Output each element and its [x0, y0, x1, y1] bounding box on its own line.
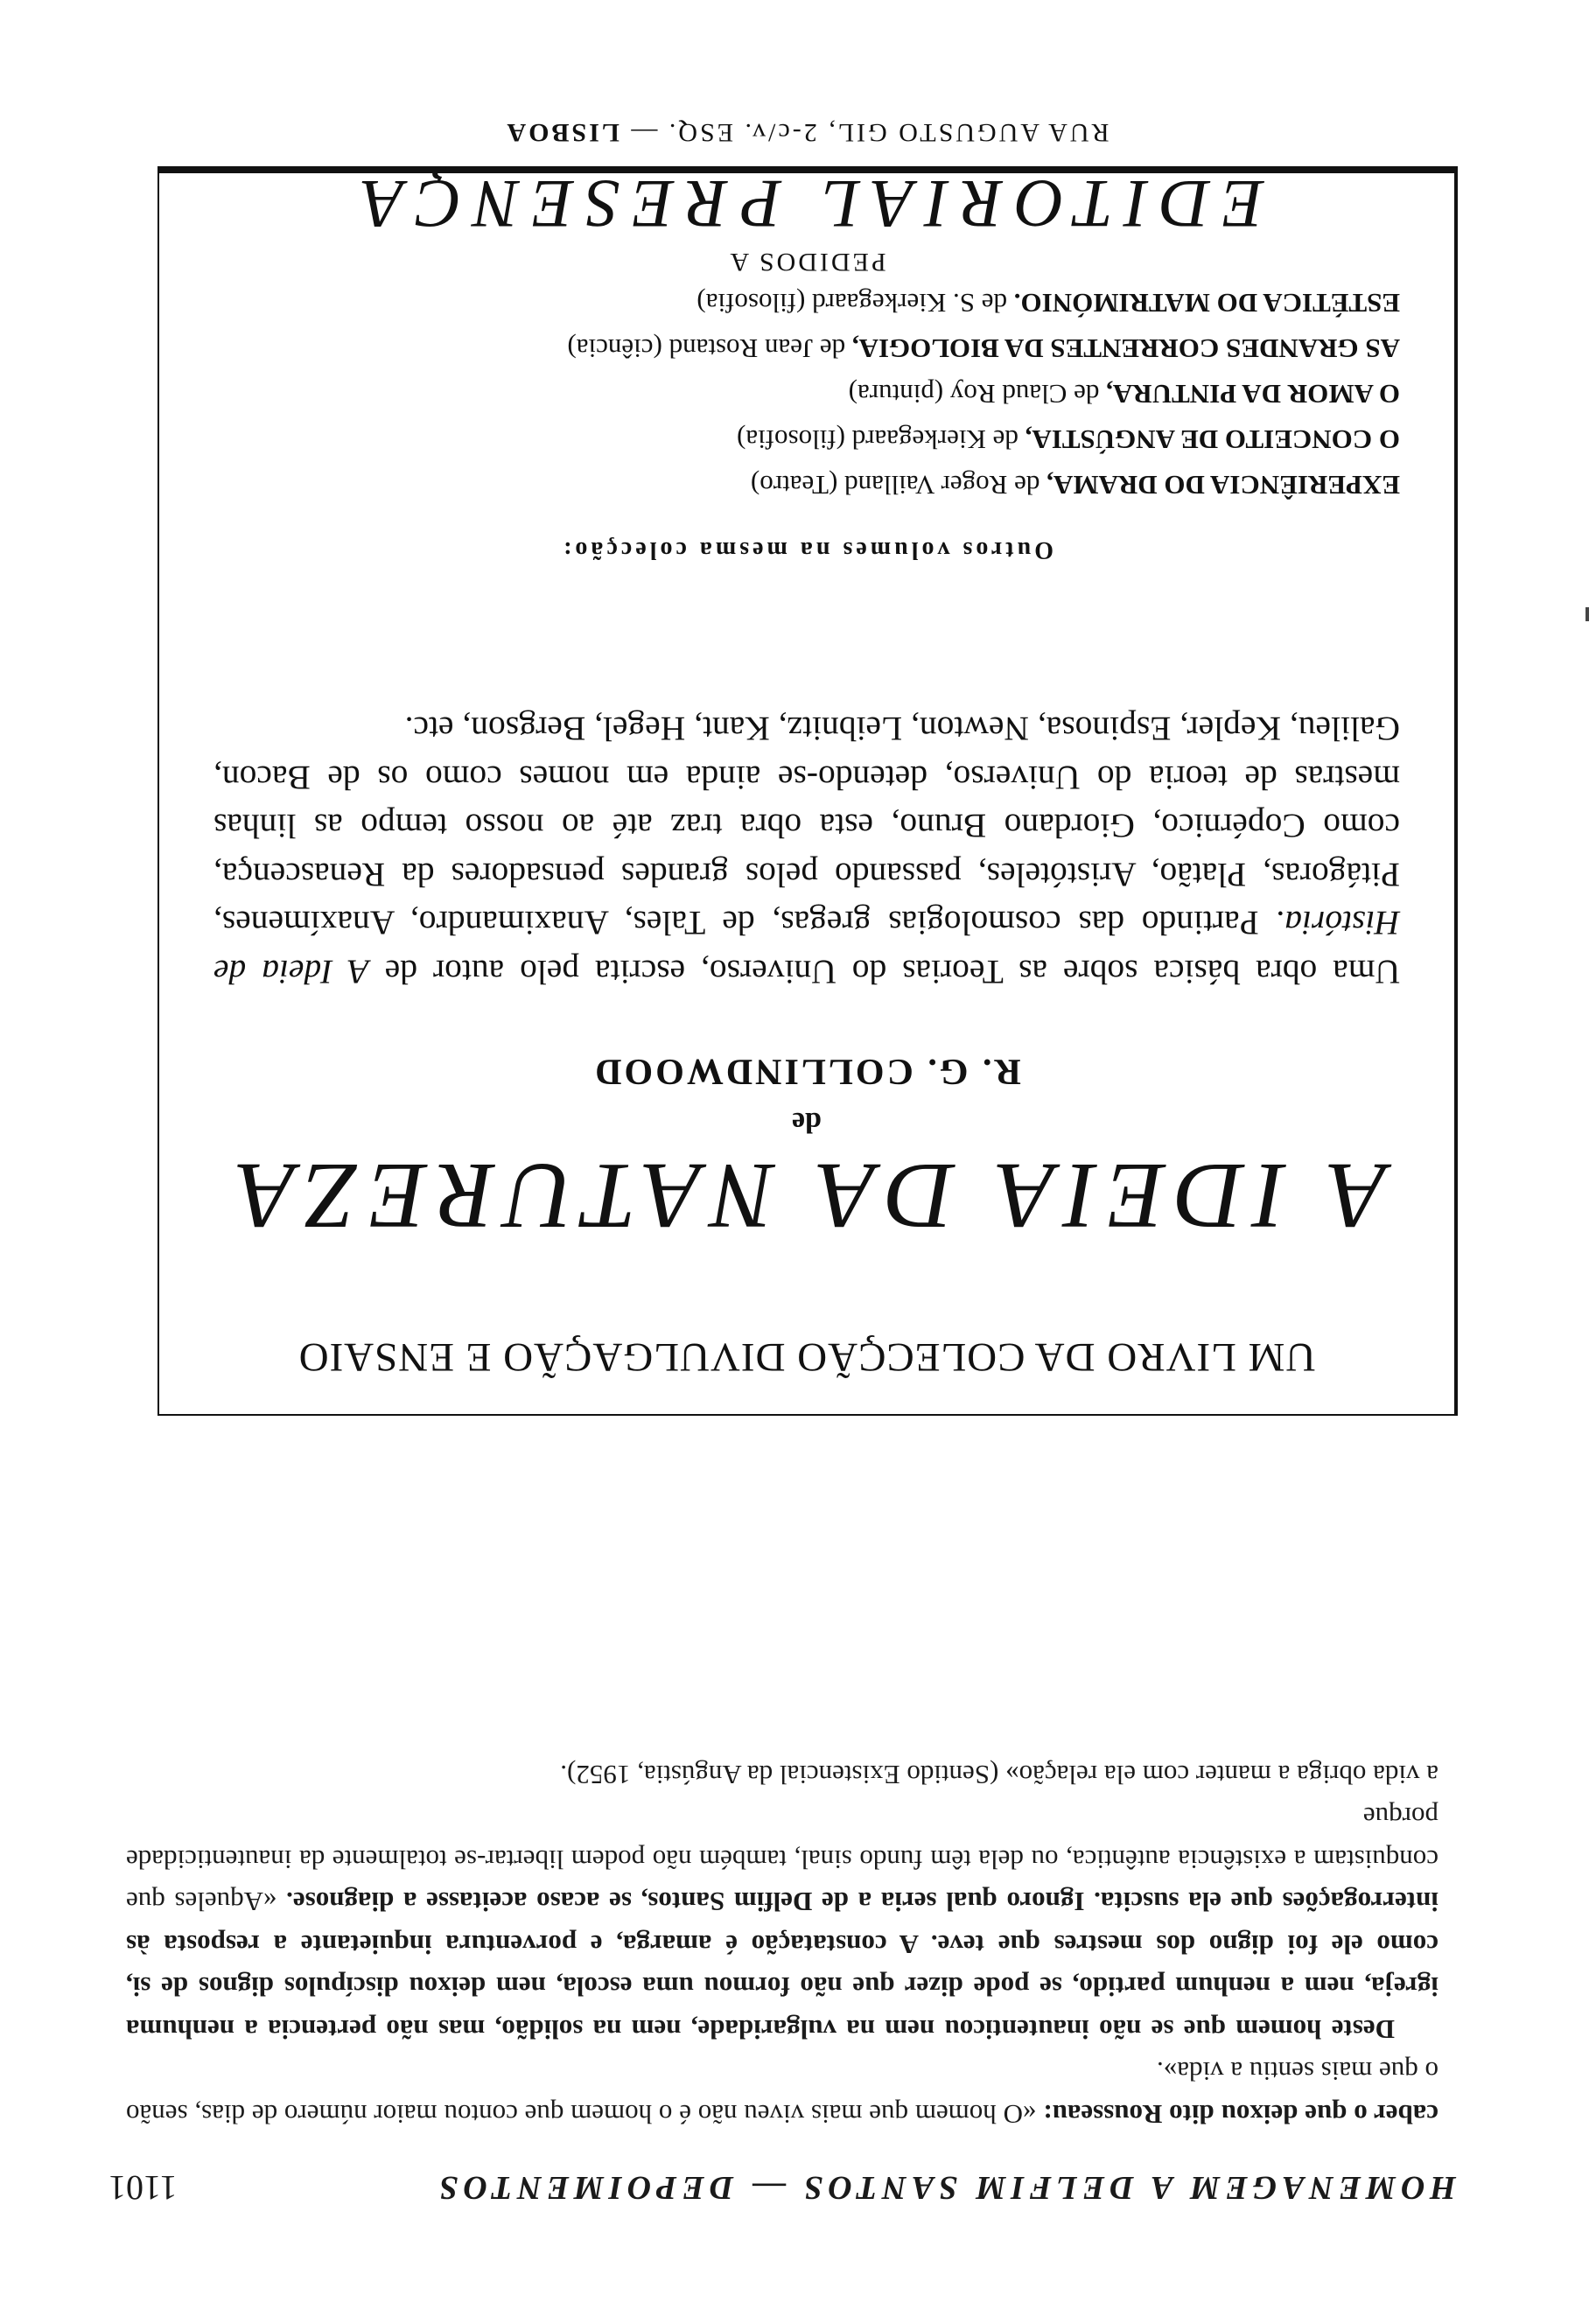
page-number: 1101: [108, 2168, 178, 2208]
description-italic-title: A Ideia de História: [214, 904, 1400, 991]
paragraph-quote-lead: caber o que deixou dito Rousseau:: [1043, 2099, 1438, 2130]
list-item: [214, 326, 1400, 371]
volume-detail: de Kierkegaard (filosofia): [736, 424, 1026, 455]
volume-title: ESTÉTICA DO MATRIMÓNIO.: [1013, 288, 1400, 318]
description-part-2: . Partindo das cosmologias gregas, de Tales, Anaximandro, Anaxímenes, Pitágoras, Platão, Aristóteles, passando pelos grandes pensadores da Renascença, como Copérnico, Giordano Bruno, esta obra traz até ao nosso tempo as linhas mestras de teoria do Universo, detendo-se ainda em nomes como os de Bacon, Galileu, Kepler, Espinosa, Newton, Leibnitz, Kant, Hegel, Bergson, etc.: [214, 710, 1400, 943]
publisher-name: EDITORIAL PRESENÇA: [349, 166, 1264, 242]
list-item: [214, 280, 1400, 326]
paragraph-tribute-bold: Deste homem que se não inautenticou nem na vulgaridade, nem na solidão, mas não pertencia a nenhuma igreja, nem a nenhum partido, se pode dizer que não formou uma escola, nem deixou discípulos dignos de si, como ele foi digno dos mestres que teve. A constatação é amarga, e porventura inquietante a resposta às interrogações que ela suscita. Ignoro qual seria a de Delfim Santos, se acaso aceitasse a diagnose.: [126, 1886, 1438, 2045]
paragraph-tribute-last-line: a vida obriga a manter com ela relação» (Sentido Existencial da Angústia, 1952).: [560, 1760, 1438, 1790]
list-item: [214, 462, 1400, 508]
collection-title: UM LIVRO DA COLECÇÃO DIVULGAÇÃO E ENSAIO: [298, 1334, 1316, 1380]
volume-detail: de Jean Rostand (ciência): [567, 333, 852, 364]
page-header: [108, 2161, 1456, 2214]
volume-title: EXPERIÊNCIA DO DRAMA,: [1046, 470, 1400, 500]
description-part-1: Uma obra básica sobre as Teorias do Universo, escrita pelo autor de: [368, 953, 1400, 991]
book-description: [214, 704, 1400, 996]
orders-label: PEDIDOS A: [727, 248, 886, 276]
other-volumes-list: [214, 280, 1400, 508]
volume-title: O AMOR DA PINTURA,: [1106, 379, 1400, 410]
volume-title: O CONCEITO DE ANGÚSTIA,: [1025, 424, 1400, 455]
book-advertisement: [158, 118, 1458, 1416]
address-street: RUA AUGUSTO GIL, 2-c/v. ESQ. —: [619, 118, 1110, 147]
paragraph-tribute-rest: «Aqueles que conquistam a existência autêntica, ou dela têm fundo sinal, também não podem libertar-se totalmente da inautenticidade porque: [126, 1802, 1438, 1918]
scan-speck: [1586, 607, 1589, 621]
book-author: R. G. COLLINDWOOD: [592, 1051, 1021, 1091]
list-item: [214, 416, 1400, 462]
author-preposition: de: [792, 1106, 822, 1138]
list-item: [214, 371, 1400, 416]
paragraph-quote-rest: «O homem que mais viveu não é o homem que contou maior número de dias, senão o que mais sentiu a vida».: [125, 2056, 1438, 2130]
running-title: HOMENAGEM A DELFIM SANTOS — DEPOIMENTOS: [434, 2169, 1456, 2206]
address-city: LISBOA: [504, 118, 620, 147]
volume-detail: de Claud Roy (pintura): [848, 379, 1107, 410]
advertisement-content: [214, 118, 1400, 1414]
volume-title: AS GRANDES CORRENTES DA BIOLOGIA,: [851, 333, 1400, 364]
volume-detail: de Roger Vailland (Teatro): [750, 470, 1047, 500]
publisher-address: [214, 117, 1400, 147]
volume-detail: de S. Kierkegaard (filosofia): [696, 288, 1014, 318]
book-title: A IDEIA DA NATUREZA: [227, 1144, 1387, 1248]
paragraph-quote: [126, 2050, 1438, 2135]
paragraph-tribute: [126, 1796, 1438, 2050]
other-volumes-heading: Outros volumes na mesma colecção:: [560, 536, 1054, 564]
article-text: [126, 1754, 1438, 2136]
